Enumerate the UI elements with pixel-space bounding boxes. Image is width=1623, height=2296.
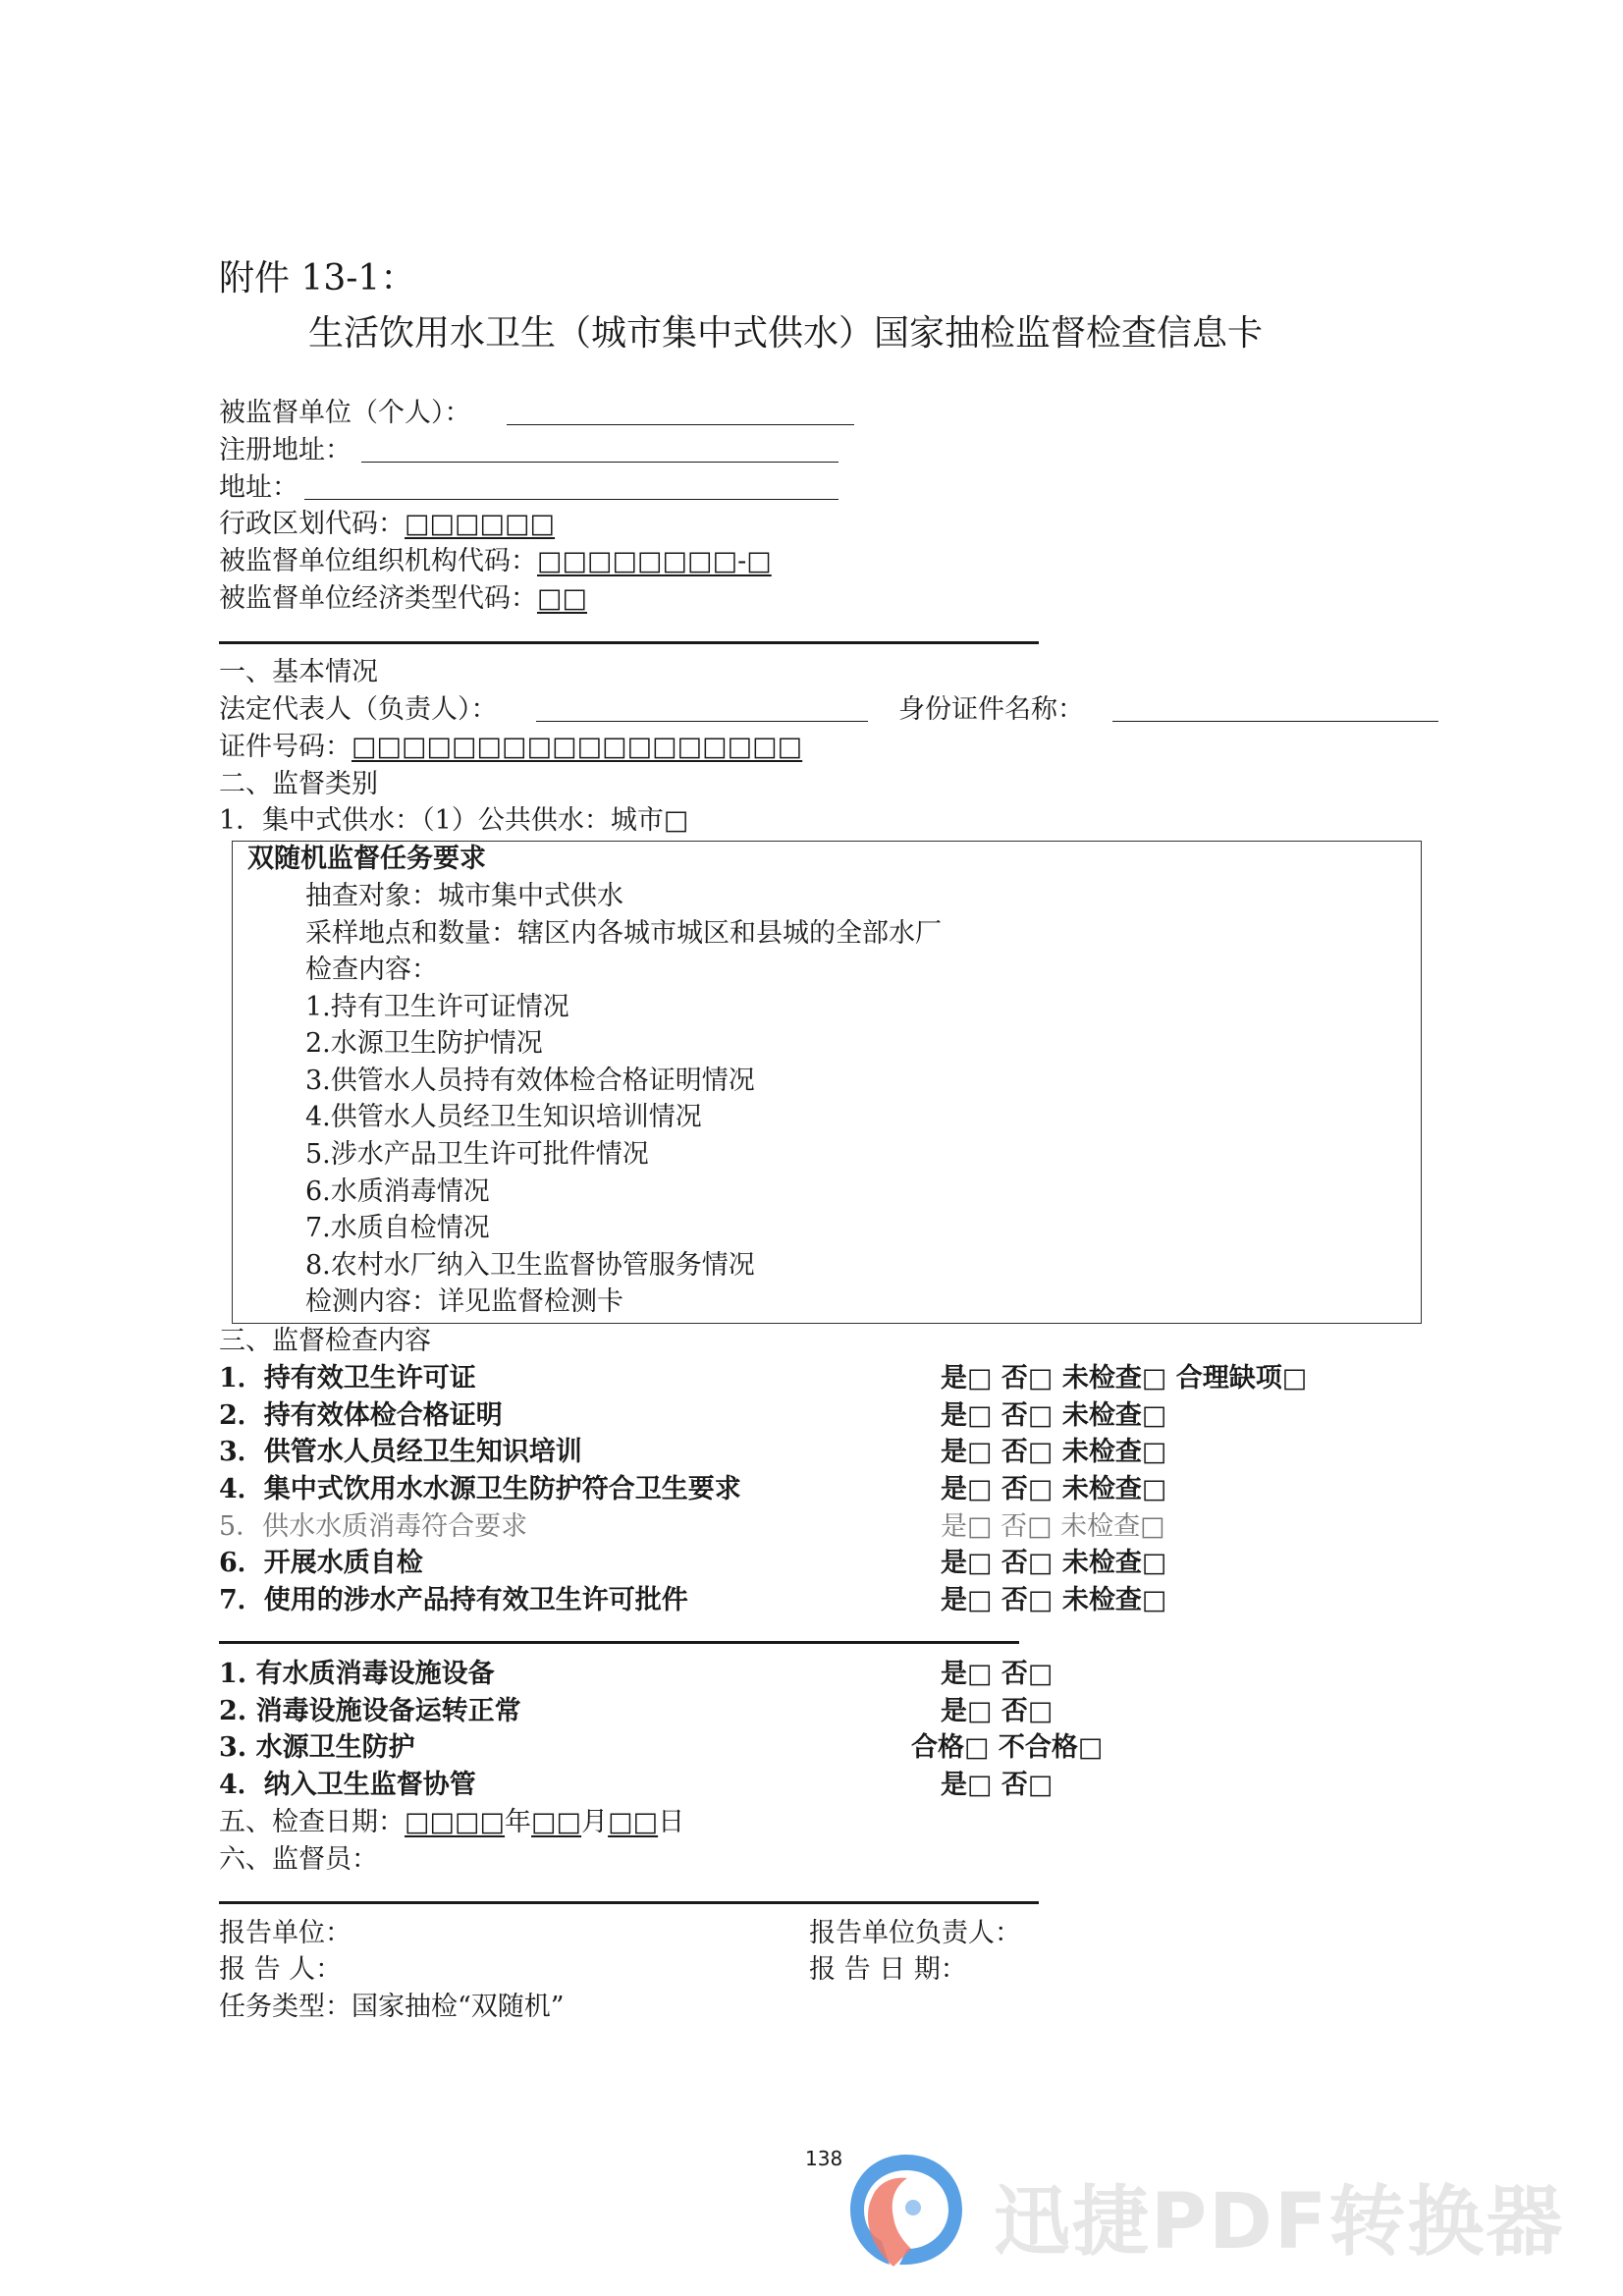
inspection-item-label: 7．使用的涉水产品持有效卫生许可批件: [219, 1585, 688, 1615]
rural-item-options[interactable]: 是□ 否□: [941, 1696, 1054, 1726]
rural-item-label: 2. 消毒设施设备运转正常: [219, 1696, 521, 1726]
rural-item-label: 4．纳入卫生监督协管: [219, 1770, 476, 1800]
reporter-label: 报 告 人：: [219, 1954, 343, 1985]
region-code-label: 行政区划代码：: [219, 509, 405, 539]
inspection-heading: 三、监督检查内容: [219, 1326, 431, 1356]
econ-code-field: [219, 581, 587, 617]
task-type-label: 任务类型：国家抽检“双随机”: [219, 1992, 565, 2022]
inspection-item-label: 5．供水水质消毒符合要求: [219, 1511, 528, 1542]
basic-heading: 一、基本情况: [219, 657, 378, 687]
rural-item-options[interactable]: 是□ 否□: [941, 1770, 1054, 1800]
id-name-label: 身份证件名称：: [898, 694, 1084, 725]
econ-code-label: 被监督单位经济类型代码：: [219, 583, 537, 614]
region-code-boxes[interactable]: □□□□□□: [405, 509, 556, 539]
address-fill-line[interactable]: [304, 499, 839, 500]
section-divider-3: [219, 1901, 1039, 1904]
task-line: 检查内容：: [305, 955, 438, 985]
inspection-item-options[interactable]: 是□ 否□ 未检查□: [941, 1474, 1167, 1504]
rural-item-options[interactable]: 合格□ 不合格□: [911, 1732, 1104, 1763]
report-unit-label: 报告单位：: [219, 1918, 352, 1948]
org-code-field: [219, 544, 772, 579]
document-title: 生活饮用水卫生（城市集中式供水）国家抽检监督检查信息卡: [308, 313, 1264, 354]
reg-address-label: 注册地址：: [219, 435, 352, 465]
annex-label: 附件 13-1：: [219, 258, 416, 299]
inspection-item-label: 6．开展水质自检: [219, 1548, 423, 1578]
date-year-boxes[interactable]: □□□□: [405, 1807, 506, 1837]
task-line: 7.水质自检情况: [305, 1213, 490, 1243]
rural-item-label: 1. 有水质消毒设施设备: [219, 1659, 495, 1689]
category-heading: 二、监督类别: [219, 769, 378, 799]
legal-rep-label: 法定代表人（负责人）：: [219, 694, 498, 725]
unit-label: 被监督单位（个人）：: [219, 398, 471, 428]
inspection-item-label: 4．集中式饮用水水源卫生防护符合卫生要求: [219, 1474, 741, 1504]
rural-item-options[interactable]: 是□ 否□: [941, 1659, 1054, 1689]
task-line: 检测内容：详见监督检测卡: [305, 1286, 623, 1317]
section-divider-2: [219, 1641, 1019, 1644]
task-line: 抽查对象：城市集中式供水: [305, 881, 623, 911]
report-unit-head-label: 报告单位负责人：: [809, 1918, 1021, 1948]
legal-rep-fill-line[interactable]: [536, 721, 868, 722]
task-line: 5.涉水产品卫生许可批件情况: [305, 1139, 649, 1170]
unit-fill-line[interactable]: [507, 424, 854, 425]
id-no-field: [219, 730, 802, 765]
task-line: 采样地点和数量：辖区内各城市城区和县城的全部水厂: [305, 918, 942, 949]
address-label: 地址：: [219, 472, 298, 503]
date-month-unit: 月: [581, 1807, 609, 1837]
reg-address-fill-line[interactable]: [361, 462, 839, 463]
task-line: 3.供管水人员持有效体检合格证明情况: [305, 1066, 755, 1096]
page-number: 138: [805, 2147, 843, 2170]
id-no-boxes[interactable]: □□□□□□□□□□□□□□□□□□: [352, 732, 803, 762]
date-label: 五、检查日期：: [219, 1807, 405, 1837]
section-divider-1: [219, 641, 1039, 644]
inspection-item-options[interactable]: 是□ 否□ 未检查□: [941, 1585, 1167, 1615]
inspection-item-options[interactable]: 是□ 否□ 未检查□: [941, 1400, 1167, 1431]
rural-item-label: 3. 水源卫生防护: [219, 1732, 415, 1763]
task-requirement-box: [232, 841, 1422, 1324]
date-year-unit: 年: [505, 1807, 532, 1837]
task-line: 4.供管水人员经卫生知识培训情况: [305, 1102, 702, 1132]
inspector-label: 六、监督员：: [219, 1844, 378, 1875]
inspection-item-options[interactable]: 是□ 否□ 未检查□: [941, 1548, 1167, 1578]
watermark-text: 迅捷PDF转换器: [994, 2178, 1565, 2267]
inspection-item-label: 3．供管水人员经卫生知识培训: [219, 1437, 582, 1467]
org-code-boxes[interactable]: □□□□□□□□-□: [537, 546, 772, 576]
date-day-unit: 日: [658, 1807, 685, 1837]
task-box-title: 双随机监督任务要求: [247, 844, 486, 874]
watermark-logo-icon: [842, 2147, 970, 2274]
task-line: 8.农村水厂纳入卫生监督协管服务情况: [305, 1250, 755, 1281]
task-line: 2.水源卫生防护情况: [305, 1028, 543, 1059]
org-code-label: 被监督单位组织机构代码：: [219, 546, 537, 576]
inspection-item-options[interactable]: 是□ 否□ 未检查□ 合理缺项□: [941, 1363, 1308, 1394]
id-no-label: 证件号码：: [219, 732, 352, 762]
region-code-field: [219, 507, 555, 542]
task-line: 6.水质消毒情况: [305, 1176, 490, 1207]
category-line[interactable]: 1．集中式供水：（1）公共供水：城市□: [219, 805, 689, 836]
id-name-fill-line[interactable]: [1112, 721, 1438, 722]
inspection-item-options[interactable]: 是□ 否□ 未检查□: [941, 1511, 1165, 1542]
date-day-boxes[interactable]: □□: [608, 1807, 659, 1837]
inspection-item-label: 2．持有效体检合格证明: [219, 1400, 503, 1431]
report-date-label: 报 告 日 期：: [809, 1954, 967, 1985]
task-line: 1.持有卫生许可证情况: [305, 992, 569, 1022]
econ-code-boxes[interactable]: □□: [537, 583, 588, 614]
date-month-boxes[interactable]: □□: [531, 1807, 582, 1837]
inspection-item-options[interactable]: 是□ 否□ 未检查□: [941, 1437, 1167, 1467]
inspection-item-label: 1．持有效卫生许可证: [219, 1363, 476, 1394]
inspection-date-field: [219, 1805, 684, 1840]
